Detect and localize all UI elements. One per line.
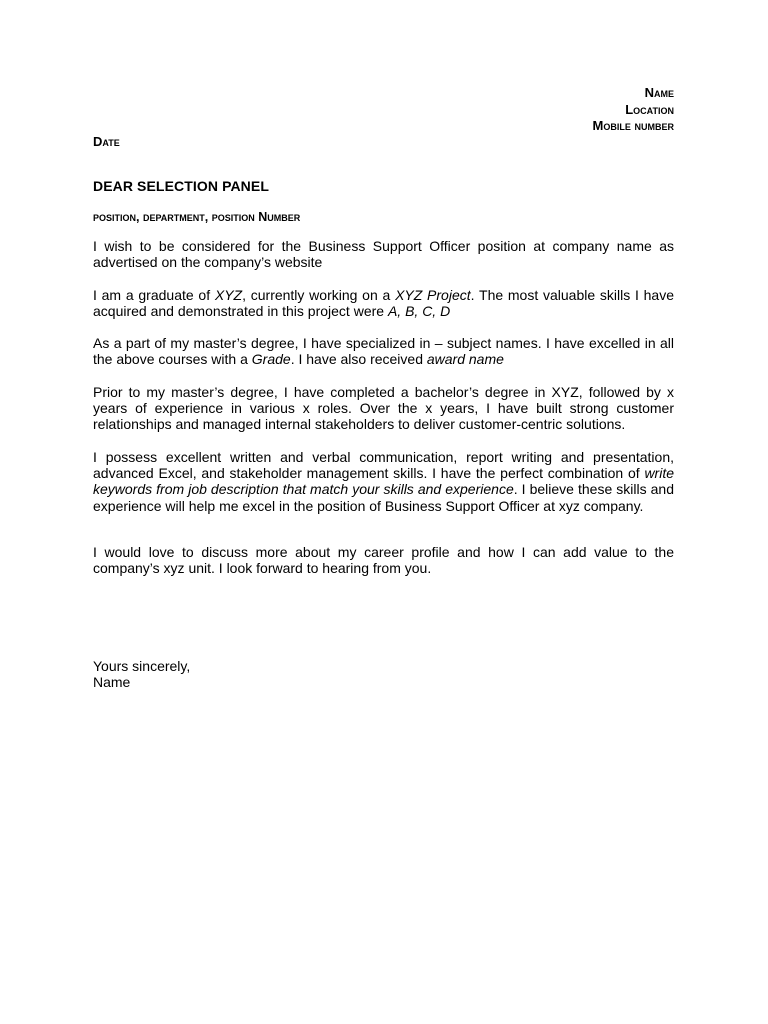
sender-details [593, 85, 674, 135]
paragraph-skills [93, 449, 674, 514]
emphasis-text: write keywords from job description that match your skills and experience [93, 464, 674, 498]
paragraph-education [93, 287, 674, 320]
paragraph-text: I am a graduate of [93, 286, 215, 303]
signoff: Yours sincerely, [93, 658, 191, 674]
emphasis-text: XYZ [214, 286, 243, 303]
signature-name: Name [93, 674, 131, 691]
paragraph-specialization [93, 335, 674, 368]
salutation: DEAR SELECTION PANEL [93, 178, 269, 194]
paragraph-intro: I wish to be considered for the Business Support Officer position at company name as advertised on the company’s website [93, 238, 674, 271]
sender-name: Name [644, 85, 674, 100]
paragraph-experience: Prior to my master’s degree, I have completed a bachelor’s degree in XYZ, followed by x years of experience in various x roles. Over the x years, I have built strong customer relationships and managed internal stakeholders to deliver customer-centric solutions. [93, 383, 674, 433]
emphasis-text: XYZ Project [395, 286, 471, 303]
paragraph-text: I possess excellent written and verbal communication, report writing and presentation, advanced Excel, and stakeholder management skills. I have the perfect combination of [93, 448, 674, 481]
paragraph-text: . I believe these skills and experience will help me excel in the position of Business Support Officer at xyz company. [93, 481, 674, 514]
paragraph-text: . I have also received [290, 351, 427, 368]
letter-body [93, 238, 674, 576]
emphasis-text: Grade [251, 351, 291, 368]
emphasis-text: award name [426, 351, 504, 368]
paragraph-text: , currently working on a [242, 286, 396, 303]
letter-closing [93, 658, 190, 691]
position-reference-line: position, department, position Number [93, 210, 301, 224]
paragraph-text: . The most valuable skills I have acquired and demonstrated in this project were [93, 286, 674, 319]
sender-location: Location [625, 101, 674, 117]
letter-date: Date [93, 134, 120, 149]
paragraph-text: As a part of my master’s degree, I have specialized in – subject names. I have excelled in all the above courses with a [93, 335, 674, 368]
sender-mobile: Mobile number [592, 118, 674, 133]
paragraph-closing: I would love to discuss more about my career profile and how I can add value to the company’s xyz unit. I look forward to hearing from you. [93, 543, 674, 577]
emphasis-text: A, B, C, D [387, 302, 451, 319]
